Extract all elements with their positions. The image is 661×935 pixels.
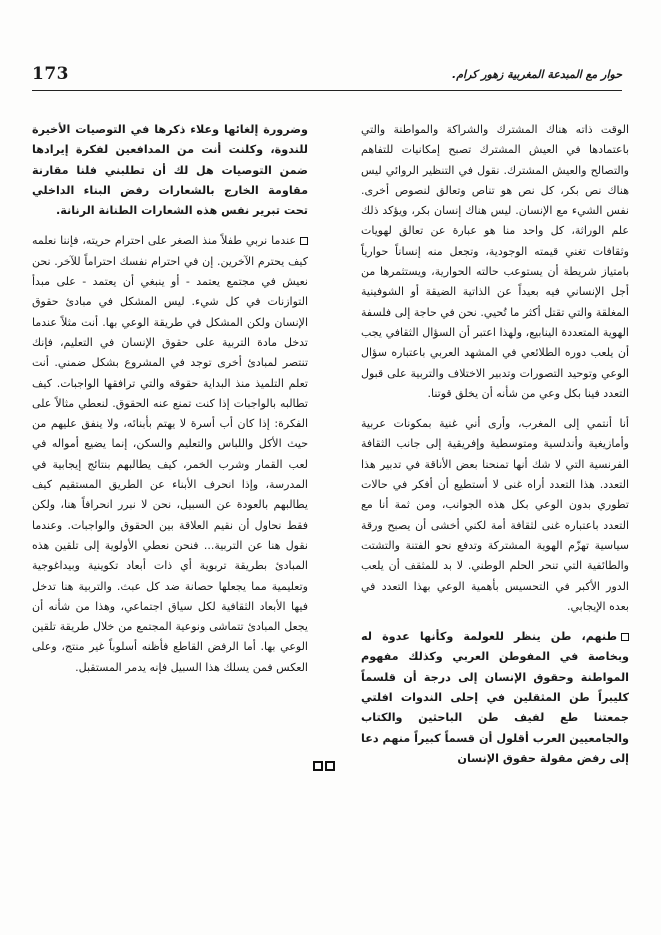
question-text: طنهم، طن ينظر للعولمة وكأنها عدوة له وبخاصة في المفوطن العربي وكذلك مفهوم المواطنة وحقوق الإنسان إلى درجة أن قلسماً كليبراً طن المثقلين في إحلى الندوات افلتي جمعتنا طع لفيف طن الباحثين والكتاب والجامعيين العرب أقلول أن قسماً كبيراً منهم دعا إلى رفض مقولة حقوق الإنسان xyxy=(361,630,629,765)
page-header xyxy=(32,60,622,100)
end-square-icon xyxy=(313,761,323,771)
right-column xyxy=(361,120,629,779)
left-column xyxy=(32,120,308,688)
square-bullet-icon xyxy=(300,237,308,245)
paragraph: أنا أنتمي إلى المغرب، وأرى أني غنية بمكونات عربية وأمازيغية وأندلسية ومتوسطية وإفريقية إلى جانب الثقافة الفرنسية التي لا شك أنها تمنحنا بعض الأناقة في تدبير هذا التعدد. هذا التعدد أراه غنى لا أستطيع أن أفكر في حالات تطوري بدون الوعي بكل هذه الجوانب، ومن ثمة أنا مع التعدد باعتباره غنى لثقافة أمة لكني أخشى أن يصبح ورقة سياسية تهزّم الهوية المشتركة وتدفع نحو الفتنة والتشتت والطائفية التي تنحر الحلم الوطني. لا بد للمثقف أن يلعب الدور الأكبر في التحسيس بأهمية الوعي بهذا التعدد في بعده الإيجابي. xyxy=(361,417,629,613)
running-title: حوار مع المبدعة المغربية زهور كرام. xyxy=(452,68,622,81)
answer-text: عندما نربي طفلاً منذ الصغر على احترام حريته، فإننا نعلمه كيف يحترم الآخرين. إن في احترام نفسك احتراماً للآخر. نحن نعيش في مجتمع يعتمد - أو ينبغي أن يعتمد - على مبدأ التوازنات في كل شيء. ليس المشكل في مبادئ حقوق الإنسان ولكن المشكل في طريقة الوعي بها. أنت مثلاً عندما تدخل مادة التربية على حقوق الإنسان في التعليم، فإنك تنتصر لمبادئ أخرى توجد في المشروع بشكل ضمني. أنت تعلم التلميذ منذ البداية حقوقه والتي ترافقها الواجبات. كيف تطالبه بالواجبات إذا كنت تمنع عنه الحقوق. لنعطي مثالاً على الفكرة: إذا كان أب أسرة لا يهتم بأبنائه، ولا ينفق عليهم من حيث الأكل واللباس والتعليم والسكن، إنما يضيع أمواله في لعب القمار وشرب الخمر، كيف يطالبهم بنتائج إيجابية في المدرسة، وإذا انحرف الأبناء عن الطريق المستقيم كيف يطالبهم بالعودة عن السبيل، نحن لا نبرر انحرافاً هنا، ولكن فقط نحاول أن نقيم العلاقة بين الحقوق والواجبات. وعندما نقول هنا عن التربية... فنحن نعطي الأولوية إلى تلقين هذه المبادئ بطريقة تربوية أي ذات أبعاد تكوينية وبيداغوجية وتعليمية مما يجعلها حصانة ضد كل عبث. والتربية هنا تدخل فيها الأبعاد الثقافية لكل سياق اجتماعي، وهذا من شأنه أن يجعل المبادئ تتماشى ونوعية المجتمع من خلال طريقة تلقين الوعي بها. أما الرفض القاطع فأظنه أسلوباً غير منتج، وعلى العكس فمن يسلك هذا السبيل فإنه يدمر المستقبل. xyxy=(32,234,308,674)
interview-answer xyxy=(32,231,308,678)
end-square-icon xyxy=(325,761,335,771)
interview-question xyxy=(361,627,629,769)
paragraph: الوقت ذاته هناك المشترك والشراكة والمواطنة والتي باعتمادها في العيش المشترك تصبح إمكانيات للتفاهم والتصالح والعيش المشترك. نقول في التنظير الروائي ليس هناك نص بكر، كل نص هو تناص وتعالق لنصوص أخرى. نفس الشيء مع الإنسان. ليس هناك إنسان بكر، ويؤكد ذلك علم الوراثة، كل واحد منا هو عبارة عن تعالق لهويات وثقافات تغني قيمته الوجودية، وتجعل منه إنساناً حوارياً بامتياز شريطة أن يستوعب حالته الحوارية، ويستثمرها من أجل الإنساني فيه بعيداً عن الذاتية الضيقة أو الشوفينية المغلقة والتي تقتل أكثر ما تُحيي. نحن في حاجة إلى فلسفة الهوية المتعددة الينابيع، ولهذا اعتبر أن السؤال الثقافي يجب أن يلعب دوره الطلائعي في المشهد العربي باعتباره سؤال الوعي وتوحيد التصورات وتدبير الاختلاف والتربية على قبول التعدد فينا بكل وعي من شأنه أن يخلق قوتنا. xyxy=(361,123,629,400)
section-end-marks xyxy=(313,761,335,771)
square-bullet-icon xyxy=(621,633,629,641)
interview-question-continuation: وضرورة إلغائها وعلاء ذكرها في التوصيات الأخيرة للندوة، وكلنت أنت من المدافعين لفكرة إيرادها ضمن التوصيات هل لك أن تطلبني فلنا مقارنة مقاومة الخارج بالشعارات رفض البناء الداخلي تحت تبرير نفس هذه الشعارات الطنانة الرنانة. xyxy=(32,123,308,218)
page-number: 173 xyxy=(32,64,69,84)
header-divider xyxy=(32,90,622,91)
